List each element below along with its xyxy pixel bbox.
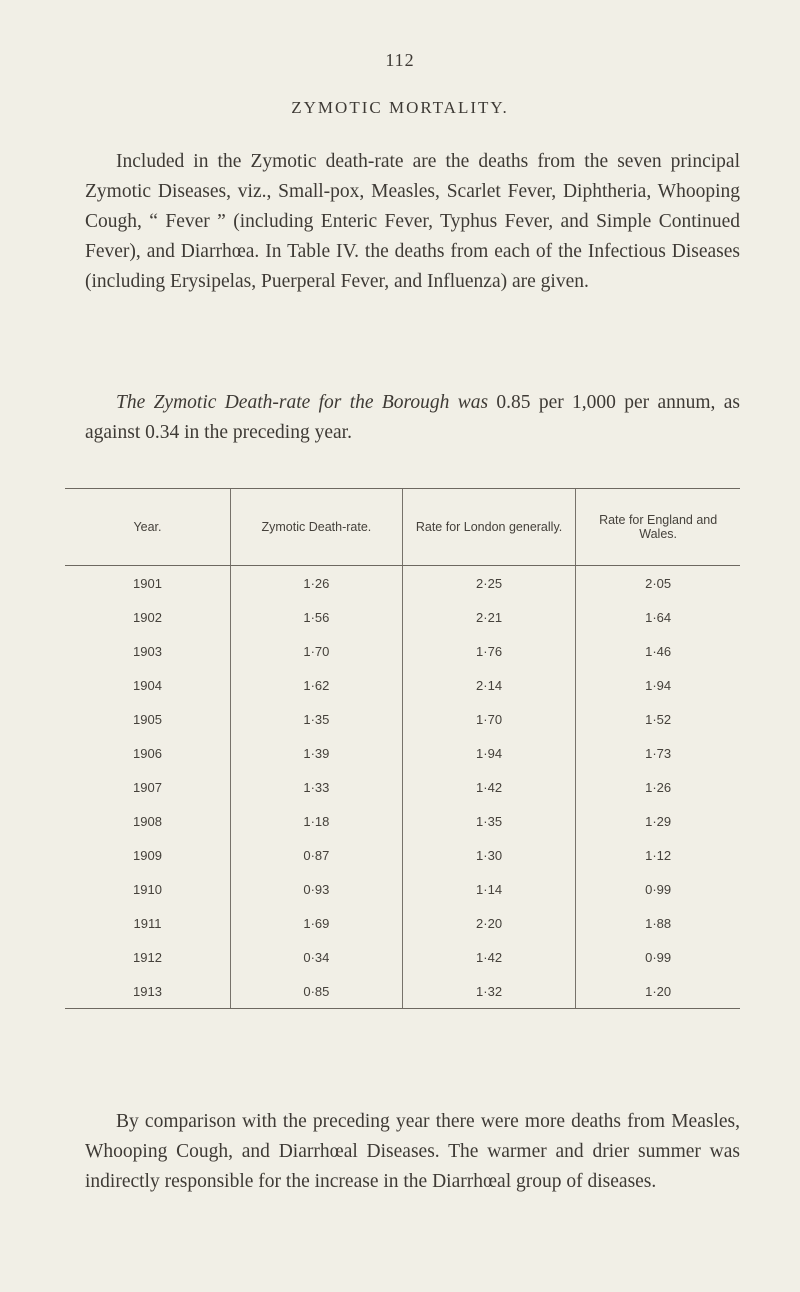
table-row (65, 770, 740, 804)
cell-london-rate: 2·20 (402, 906, 575, 940)
intro-paragraph: Included in the Zymotic death-rate are the deaths from the seven principal Zymotic Diseases, viz., Small-pox, Measles, Scarlet Fever, Diphtheria, Whooping Cough, “ Fever ” (including Enteric Fever, Typhus Fever, and Simple Continued Fever), and Diarrhœa. In Table IV. the deaths from each of the Infectious Diseases (including Erysipelas, Puerperal Fever, and Influenza) are given. (85, 151, 740, 292)
cell-year: 1906 (133, 745, 162, 761)
cell-year: 1908 (133, 813, 162, 829)
table-row (65, 940, 740, 974)
cell-zymotic-rate: 0·85 (230, 974, 402, 1009)
cell-london-rate: 1·35 (402, 804, 575, 838)
header-zymotic-rate: Zymotic Death-rate. (230, 489, 402, 566)
comparison-paragraph: By comparison with the preceding year there were more deaths from Measles, Whooping Cough, and Diarrhœal Diseases. The warmer and drier summer was indirectly responsible for the increase in the Diarrhœal group of diseases. (85, 1111, 740, 1192)
cell-london-rate: 1·70 (402, 702, 575, 736)
table-header-row (65, 489, 740, 566)
mortality-table (65, 488, 740, 1009)
cell-zymotic-rate: 1·56 (230, 600, 402, 634)
cell-zymotic-rate: 1·33 (230, 770, 402, 804)
cell-year: 1904 (133, 677, 162, 693)
cell-zymotic-rate: 1·62 (230, 668, 402, 702)
table-row (65, 634, 740, 668)
cell-england-rate: 0·99 (576, 940, 740, 974)
header-year: Year. (65, 489, 230, 566)
cell-london-rate: 1·76 (402, 634, 575, 668)
cell-london-rate: 1·94 (402, 736, 575, 770)
cell-year: 1909 (133, 847, 162, 863)
table-row (65, 566, 740, 601)
cell-year: 1911 (133, 915, 162, 931)
cell-zymotic-rate: 0·93 (230, 872, 402, 906)
cell-london-rate: 1·42 (402, 940, 575, 974)
cell-england-rate: 1·26 (576, 770, 740, 804)
mortality-table-container (65, 488, 740, 1009)
table-row (65, 838, 740, 872)
cell-london-rate: 1·14 (402, 872, 575, 906)
header-england-rate: Rate for England and Wales. (576, 489, 740, 566)
table-row (65, 702, 740, 736)
page-number: 112 (385, 50, 415, 70)
cell-zymotic-rate: 1·35 (230, 702, 402, 736)
cell-england-rate: 1·94 (576, 668, 740, 702)
cell-year: 1912 (133, 949, 162, 965)
table-row (65, 906, 740, 940)
cell-zymotic-rate: 1·26 (230, 566, 402, 601)
table-row (65, 974, 740, 1009)
cell-england-rate: 1·12 (576, 838, 740, 872)
cell-england-rate: 1·64 (576, 600, 740, 634)
cell-year: 1907 (133, 779, 162, 795)
cell-year: 1913 (65, 974, 230, 1009)
table-row (65, 736, 740, 770)
death-rate-text: 0.85 per 1,000 per annum, as against 0.34 in the preceding year. (85, 392, 740, 443)
cell-england-rate: 1·73 (576, 736, 740, 770)
cell-england-rate: 2·05 (576, 566, 740, 601)
table-row (65, 804, 740, 838)
cell-year: 1903 (133, 643, 162, 659)
table-row (65, 600, 740, 634)
cell-year: 1901 (133, 575, 162, 591)
cell-england-rate: 1·29 (576, 804, 740, 838)
cell-london-rate: 1·30 (402, 838, 575, 872)
death-rate-paragraph (85, 388, 740, 448)
cell-london-rate: 2·25 (402, 566, 575, 601)
cell-zymotic-rate: 0·34 (230, 940, 402, 974)
cell-zymotic-rate: 1·69 (230, 906, 402, 940)
header-london-rate: Rate for London generally. (402, 489, 575, 566)
cell-zymotic-rate: 1·18 (230, 804, 402, 838)
table-body (65, 566, 740, 1009)
cell-zymotic-rate: 1·70 (230, 634, 402, 668)
cell-england-rate: 1·46 (576, 634, 740, 668)
page-title: ZYMOTIC MORTALITY. (291, 98, 509, 117)
cell-london-rate: 2·21 (402, 600, 575, 634)
cell-england-rate: 1·52 (576, 702, 740, 736)
cell-year: 1910 (133, 881, 162, 897)
cell-england-rate: 1·88 (576, 906, 740, 940)
cell-zymotic-rate: 1·39 (230, 736, 402, 770)
cell-london-rate: 2·14 (402, 668, 575, 702)
table-row (65, 872, 740, 906)
cell-zymotic-rate: 0·87 (230, 838, 402, 872)
cell-england-rate: 1·20 (576, 974, 740, 1009)
cell-london-rate: 1·42 (402, 770, 575, 804)
cell-year: 1902 (133, 609, 162, 625)
death-rate-italic-text: The Zymotic Death-rate for the Borough was (116, 392, 489, 413)
table-row (65, 668, 740, 702)
cell-year: 1905 (133, 711, 162, 727)
cell-england-rate: 0·99 (576, 872, 740, 906)
cell-london-rate: 1·32 (402, 974, 575, 1009)
